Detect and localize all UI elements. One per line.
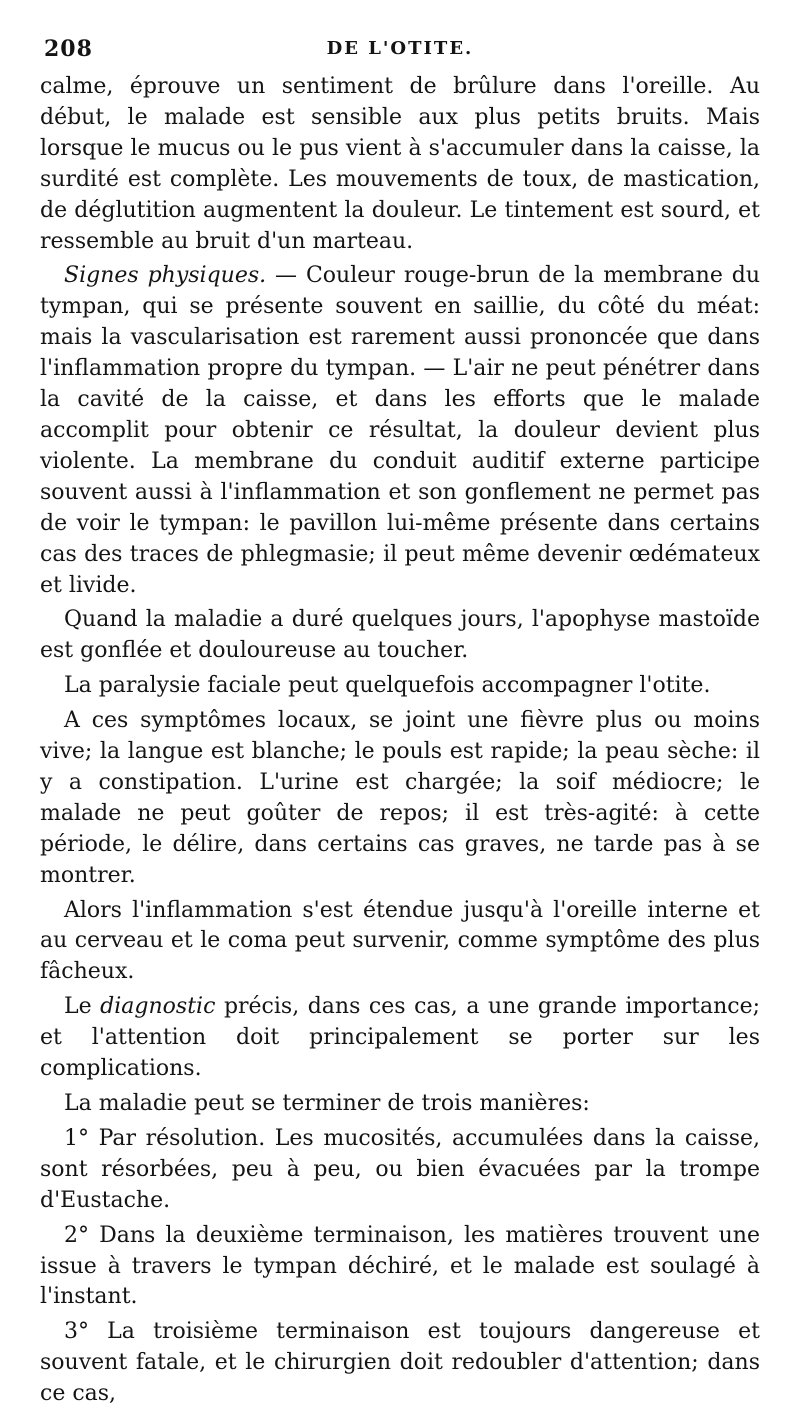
paragraph-text: précis, dans ces cas, a une grande importance; et l'attention doit principalement se porter sur les complications. xyxy=(40,994,761,1082)
paragraph xyxy=(40,671,760,702)
page-number: 208 xyxy=(44,36,93,62)
paragraph-text: La paralysie faciale peut quelquefois accompagner l'otite. xyxy=(64,673,711,699)
emphasized-term: diagnostic xyxy=(100,994,216,1020)
paragraph-text: A ces symptômes locaux, se joint une fièvre plus ou moins vive; la langue est blanche; le pouls est rapide; la peau sèche: il y a constipation. L'urine est chargée; la soif médiocre; le malade ne peut goûter de repos; il est très-agité: à cette période, le délire, dans certains cas graves, ne tarde pas à se montrer. xyxy=(40,708,760,888)
paragraph-text: 1° Par résolution. Les mucosités, accumulées dans la caisse, sont résorbées, peu à peu, ou bien évacuées par la trompe d'Eustache. xyxy=(40,1125,760,1213)
paragraph xyxy=(40,605,760,667)
paragraph-text: 3° La troisième terminaison est toujours dangereuse et souvent fatale, et le chirurgien doit redoubler d'attention; dans ce cas, xyxy=(40,1319,760,1407)
running-head: DE L'OTITE. xyxy=(326,38,474,59)
paragraph xyxy=(40,72,760,257)
paragraph xyxy=(40,896,760,989)
page-header xyxy=(40,30,760,64)
paragraph xyxy=(40,1124,760,1217)
section-lead: Signes physiques. xyxy=(64,263,267,289)
paragraph xyxy=(40,1089,760,1120)
paragraph xyxy=(40,992,760,1085)
body-text xyxy=(40,72,760,1410)
paragraph-text: La maladie peut se terminer de trois manières: xyxy=(64,1091,590,1116)
paragraph-text: — Couleur rouge-brun de la membrane du tympan, qui se présente souvent en saillie, du côté du méat: mais la vascularisation est rarement aussi prononcée que dans l'inflammation propre du tympan. — L'air ne peut pénétrer dans la cavité de la caisse, et dans les efforts que le malade accomplit pour obtenir ce résultat, la douleur devient plus violente. La membrane du conduit auditif externe participe souvent aussi à l'inflammation et son gonflement ne permet pas de voir le tympan: le pavillon lui-même présente dans certains cas des traces de phlegmasie; il peut même devenir œdémateux et livide. xyxy=(40,263,760,598)
paragraph xyxy=(40,706,760,891)
paragraph xyxy=(40,1317,760,1410)
paragraph-text: calme, éprouve un sentiment de brûlure dans l'oreille. Au début, le malade est sensible aux plus petits bruits. Mais lorsque le mucus ou le pus vient à s'accumuler dans la caisse, la surdité est complète. Les mouvements de toux, de mastication, de déglutition augmentent la douleur. Le tintement est sourd, et ressemble au bruit d'un marteau. xyxy=(40,74,760,254)
paragraph-text: Alors l'inflammation s'est étendue jusqu'à l'oreille interne et au cerveau et le coma peut survenir, comme symptôme des plus fâcheux. xyxy=(40,897,760,985)
paragraph xyxy=(40,1221,760,1314)
paragraph-text-before: Le xyxy=(64,994,101,1020)
paragraph-text: Quand la maladie a duré quelques jours, l'apophyse mastoïde est gonflée et douloureuse au toucher. xyxy=(40,607,760,664)
paragraph xyxy=(40,261,760,601)
paragraph-text: 2° Dans la deuxième terminaison, les matières trouvent une issue à travers le tympan déchiré, et le malade est soulagé à l'instant. xyxy=(40,1222,760,1310)
